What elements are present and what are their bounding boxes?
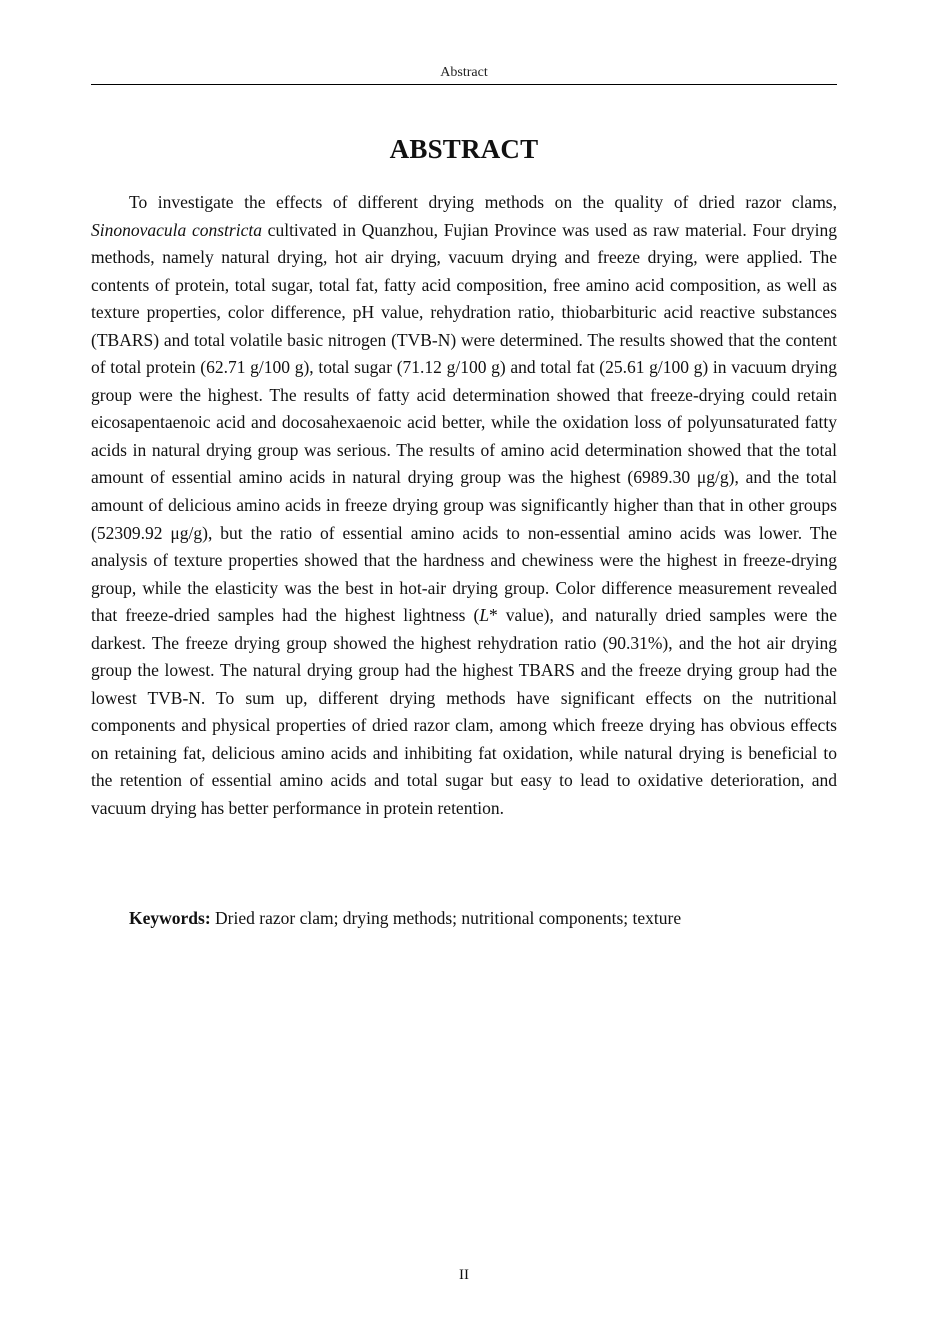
- keywords-label: Keywords:: [129, 908, 211, 928]
- page-title: ABSTRACT: [389, 134, 539, 164]
- abstract-text-main: cultivated in Quanzhou, Fujian Province was used as raw material. Four drying methods, namely natural drying, hot air drying, vacuum drying and freeze drying, were applied. The contents of protein, total sugar, total fat, fatty acid composition, free amino acid composition, as well as texture properties, color difference, pH value, rehydration ratio, thiobarbituric acid reactive substances (TBARS) and total volatile basic nitrogen (TVB-N) were determined. The results showed that the content of total protein (62.71 g/100 g), total sugar (71.12 g/100 g) and total fat (25.61 g/100 g) in vacuum drying group were the highest. The results of fatty acid determination showed that freeze-drying could retain eicosapentaenoic acid and docosahexaenoic acid better, while the oxidation loss of polyunsaturated fatty acids in natural drying group was serious. The results of amino acid determination showed that the total amount of essential amino acids in natural drying group was the highest (6989.30 μg/g), and the total amount of delicious amino acids in freeze drying group was significantly higher than that in other groups (52309.92 μg/g), but the ratio of essential amino acids to non-essential amino acids was lower. The analysis of texture properties showed that the hardness and chewiness were the highest in freeze-drying group, while the elasticity was the best in hot-air drying group. Color difference measurement revealed that freeze-dried samples had the highest lightness (: [91, 219, 837, 626]
- keywords-text: Dried razor clam; drying methods; nutritional components; texture: [210, 908, 682, 928]
- lightness-symbol: L: [479, 605, 490, 626]
- abstract-text-intro: To investigate the effects of different drying methods on the quality of dried razor clams,: [129, 192, 837, 212]
- keywords-line: [91, 905, 837, 932]
- header-rule: [91, 84, 837, 85]
- page-number: II: [459, 1267, 469, 1283]
- species-name: Sinonovacula constricta: [91, 219, 262, 240]
- running-header: Abstract: [440, 65, 488, 80]
- abstract-text-conclusion: * value), and naturally dried samples were the darkest. The freeze drying group showed the highest rehydration ratio (90.31%), and the hot air drying group the lowest. The natural drying group had the highest TBARS and the freeze drying group had the lowest TVB-N. To sum up, different drying methods have significant effects on the nutritional components and physical properties of dried razor clam, among which freeze drying has obvious effects on retaining fat, delicious amino acids and inhibiting fat oxidation, while natural drying is beneficial to the retention of essential amino acids and total sugar but easy to lead to oxidative deterioration, and vacuum drying has better performance in protein retention.: [91, 605, 838, 819]
- abstract-paragraph: [91, 189, 837, 823]
